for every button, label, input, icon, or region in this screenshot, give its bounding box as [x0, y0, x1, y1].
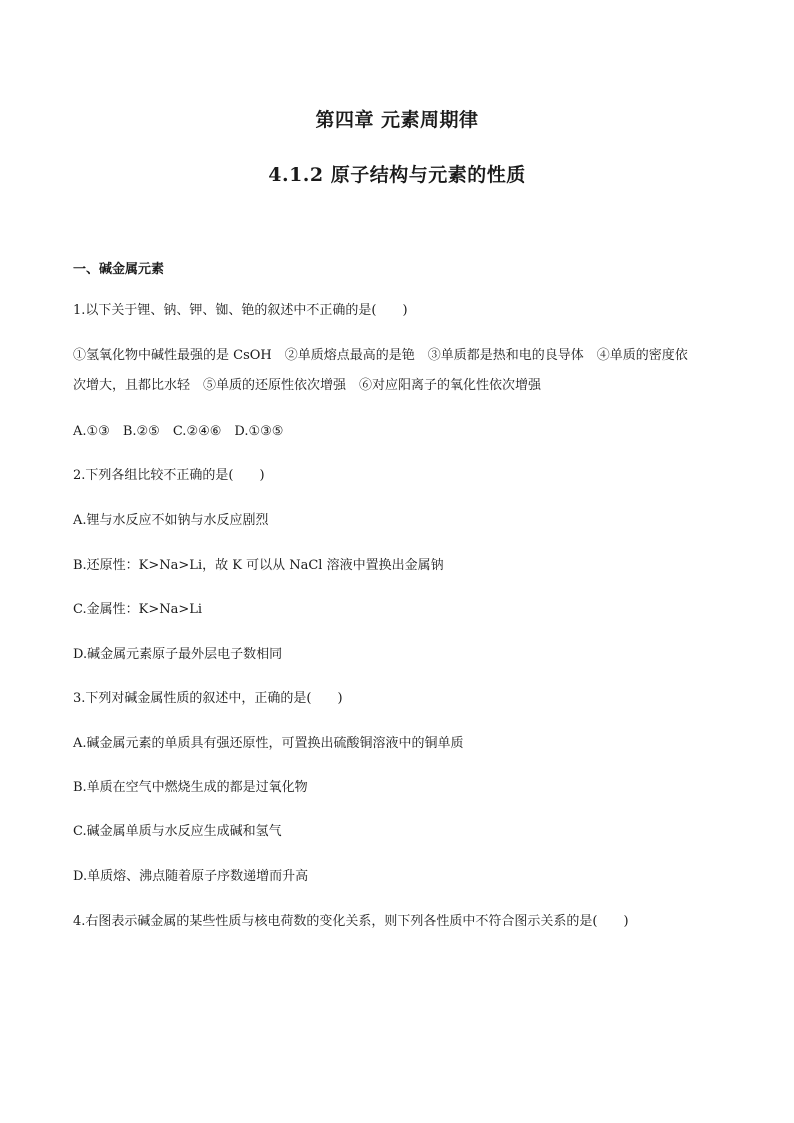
question-3-option-a: A.碱金属元素的单质具有强还原性，可置换出硫酸铜溶液中的铜单质 — [73, 736, 464, 751]
section-heading: 一、碱金属元素 — [73, 262, 165, 277]
question-2-option-a: A.锂与水反应不如钠与水反应剧烈 — [73, 513, 269, 528]
question-3-option-c: C.碱金属单质与水反应生成碱和氢气 — [73, 824, 282, 839]
question-3-option-b: B.单质在空气中燃烧生成的都是过氧化物 — [73, 780, 308, 795]
question-3-stem: 3.下列对碱金属性质的叙述中，正确的是( ) — [73, 691, 343, 706]
question-1-statements-line-2: 次增大，且都比水轻 ⑤单质的还原性依次增强 ⑥对应阳离子的氧化性依次增强 — [73, 378, 542, 393]
question-3-option-d: D.单质熔、沸点随着原子序数递增而升高 — [73, 869, 309, 884]
question-2-option-b: B.还原性：K>Na>Li，故 K 可以从 NaCl 溶液中置换出金属钠 — [73, 558, 444, 573]
question-1-choices: A.①③ B.②⑤ C.②④⑥ D.①③⑤ — [73, 424, 284, 439]
question-1-stem: 1.以下关于锂、钠、钾、铷、铯的叙述中不正确的是( ) — [73, 303, 408, 318]
question-4-stem: 4.右图表示碱金属的某些性质与核电荷数的变化关系，则下列各性质中不符合图示关系的是( ) — [73, 914, 629, 929]
question-2-stem: 2.下列各组比较不正确的是( ) — [73, 468, 265, 483]
question-2-option-d: D.碱金属元素原子最外层电子数相同 — [73, 647, 283, 662]
question-1-statements-line-1: ①氢氧化物中碱性最强的是 CsOH ②单质熔点最高的是铯 ③单质都是热和电的良导体 ④单质的密度依 — [73, 348, 688, 363]
lesson-title: 4.1.2 原子结构与元素的性质 — [268, 164, 526, 186]
chapter-title: 第四章 元素周期律 — [315, 109, 479, 131]
question-2-option-c: C.金属性：K>Na>Li — [73, 602, 203, 617]
